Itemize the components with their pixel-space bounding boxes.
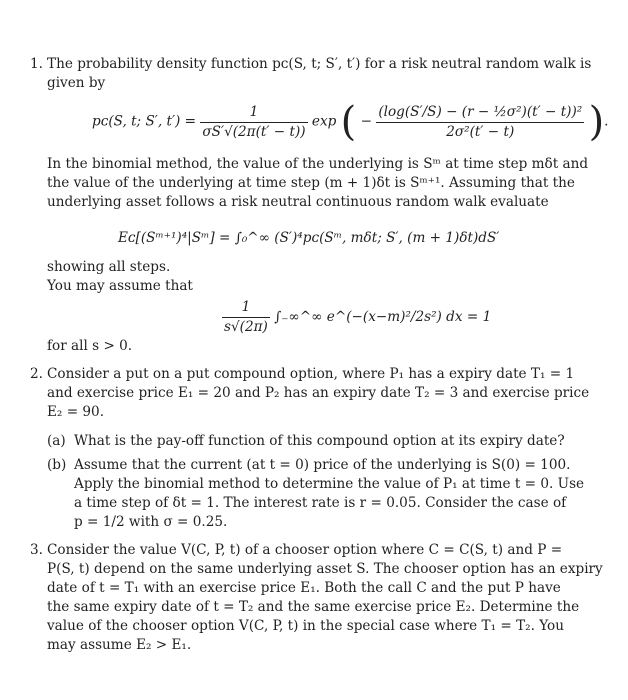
pdf-denominator: σS′√(2π(t′ − t)) — [202, 123, 306, 140]
q1-line-1: The probability density function pᴄ(S, t; S′, t′) for a risk neutral random walk is — [47, 56, 592, 72]
question-2 — [30, 365, 590, 422]
part-b-line-4: p = 1/2 with σ = 0.25. — [74, 514, 228, 530]
gauss-numerator: 1 — [222, 298, 270, 318]
q1-line-2: given by — [47, 75, 106, 91]
q3-line-6: may assume E₂ > E₁. — [47, 637, 192, 653]
q2-line-1: Consider a put on a put compound option, where P₁ has a expiry date T₁ = 1 — [47, 366, 575, 382]
exponent-numerator: (log(S′/S) − (r − ½σ²)(t′ − t))² — [376, 103, 584, 123]
part-b-line-2: Apply the binomial method to determine the value of P₁ at time t = 0. Use — [74, 476, 585, 492]
pdf-lhs: pᴄ(S, t; S′, t′) = — [92, 113, 197, 130]
assume-line: You may assume that — [47, 278, 193, 294]
question-number: 2. — [30, 366, 43, 382]
pdf-numerator: 1 — [200, 103, 307, 123]
q1-forall — [30, 337, 570, 356]
pdf-formula: pᴄ(S, t; S′, t′) = $\frac{1}{\sigma S'√(2\pi(t' - t))}$ exp ( − $\frac{\text{(log(S′/S) − (r − ½σ²)(t′ − t))²}}{\text{2σ²(t′ − t)}}$ ). — [92, 99, 609, 145]
q3-line-1: Consider the value V(C, P, t) of a chooser option where C = C(S, t) and P = — [47, 542, 563, 558]
part-b-line-3: a time step of δt = 1. The interest rate is r = 0.05. Consider the case of — [74, 495, 567, 511]
gauss-integral: ∫₋∞^∞ e^(−(x−m)²/2s²) dx = 1 — [274, 309, 492, 325]
gauss-denominator: s√(2π) — [224, 319, 268, 335]
part-a-text: What is the pay-off function of this compound option at its expiry date? — [74, 433, 565, 449]
q1-p2-line-3: underlying asset follows a risk neutral continuous random walk evaluate — [47, 194, 549, 210]
q3-line-2: P(S, t) depend on the same underlying asset S. The chooser option has an expiry — [47, 561, 603, 577]
part-b-line-1: Assume that the current (at t = 0) price of the underlying is S(0) = 100. — [74, 457, 571, 473]
q2-line-3: E₂ = 90. — [47, 404, 105, 420]
forall-line: for all s > 0. — [47, 338, 133, 354]
q1-p2-line-1: In the binomial method, the value of the underlying is Sᵐ at time step mδt and — [47, 156, 589, 172]
question-number: 1. — [30, 56, 43, 72]
expectation-equation: Eᴄ[(Sᵐ⁺¹)⁴|Sᵐ] = ∫₀^∞ (S′)⁴pᴄ(Sᵐ, mδt; S′, (m + 1)δt)dS′ — [118, 230, 500, 246]
q1-p2-line-2: the value of the underlying at time step (m + 1)δt is Sᵐ⁺¹. Assuming that the — [47, 175, 575, 191]
gaussian-identity — [222, 298, 491, 337]
q1-paragraph-3 — [30, 258, 570, 296]
q3-line-3: date of t = T₁ with an exercise price E₁. Both the call C and the put P have — [47, 580, 561, 596]
exp-label: exp — [311, 113, 337, 130]
showing-steps: showing all steps. — [47, 259, 171, 275]
part-a-label: (a) — [47, 433, 66, 449]
exponent-denominator: 2σ²(t′ − t) — [446, 123, 515, 140]
question-3 — [30, 541, 603, 655]
q3-line-5: value of the chooser option V(C, P, t) in the special case where T₁ = T₂. You — [47, 618, 564, 634]
q3-line-4: the same expiry date of t = T₂ and the same exercise price E₂. Determine the — [47, 599, 580, 615]
q2-line-2: and exercise price E₁ = 20 and P₂ has an expiry date T₂ = 3 and exercise price — [47, 385, 590, 401]
question-number: 3. — [30, 542, 43, 558]
question-1 — [30, 55, 592, 93]
part-b-label: (b) — [47, 457, 67, 473]
q1-paragraph-2 — [30, 155, 589, 212]
